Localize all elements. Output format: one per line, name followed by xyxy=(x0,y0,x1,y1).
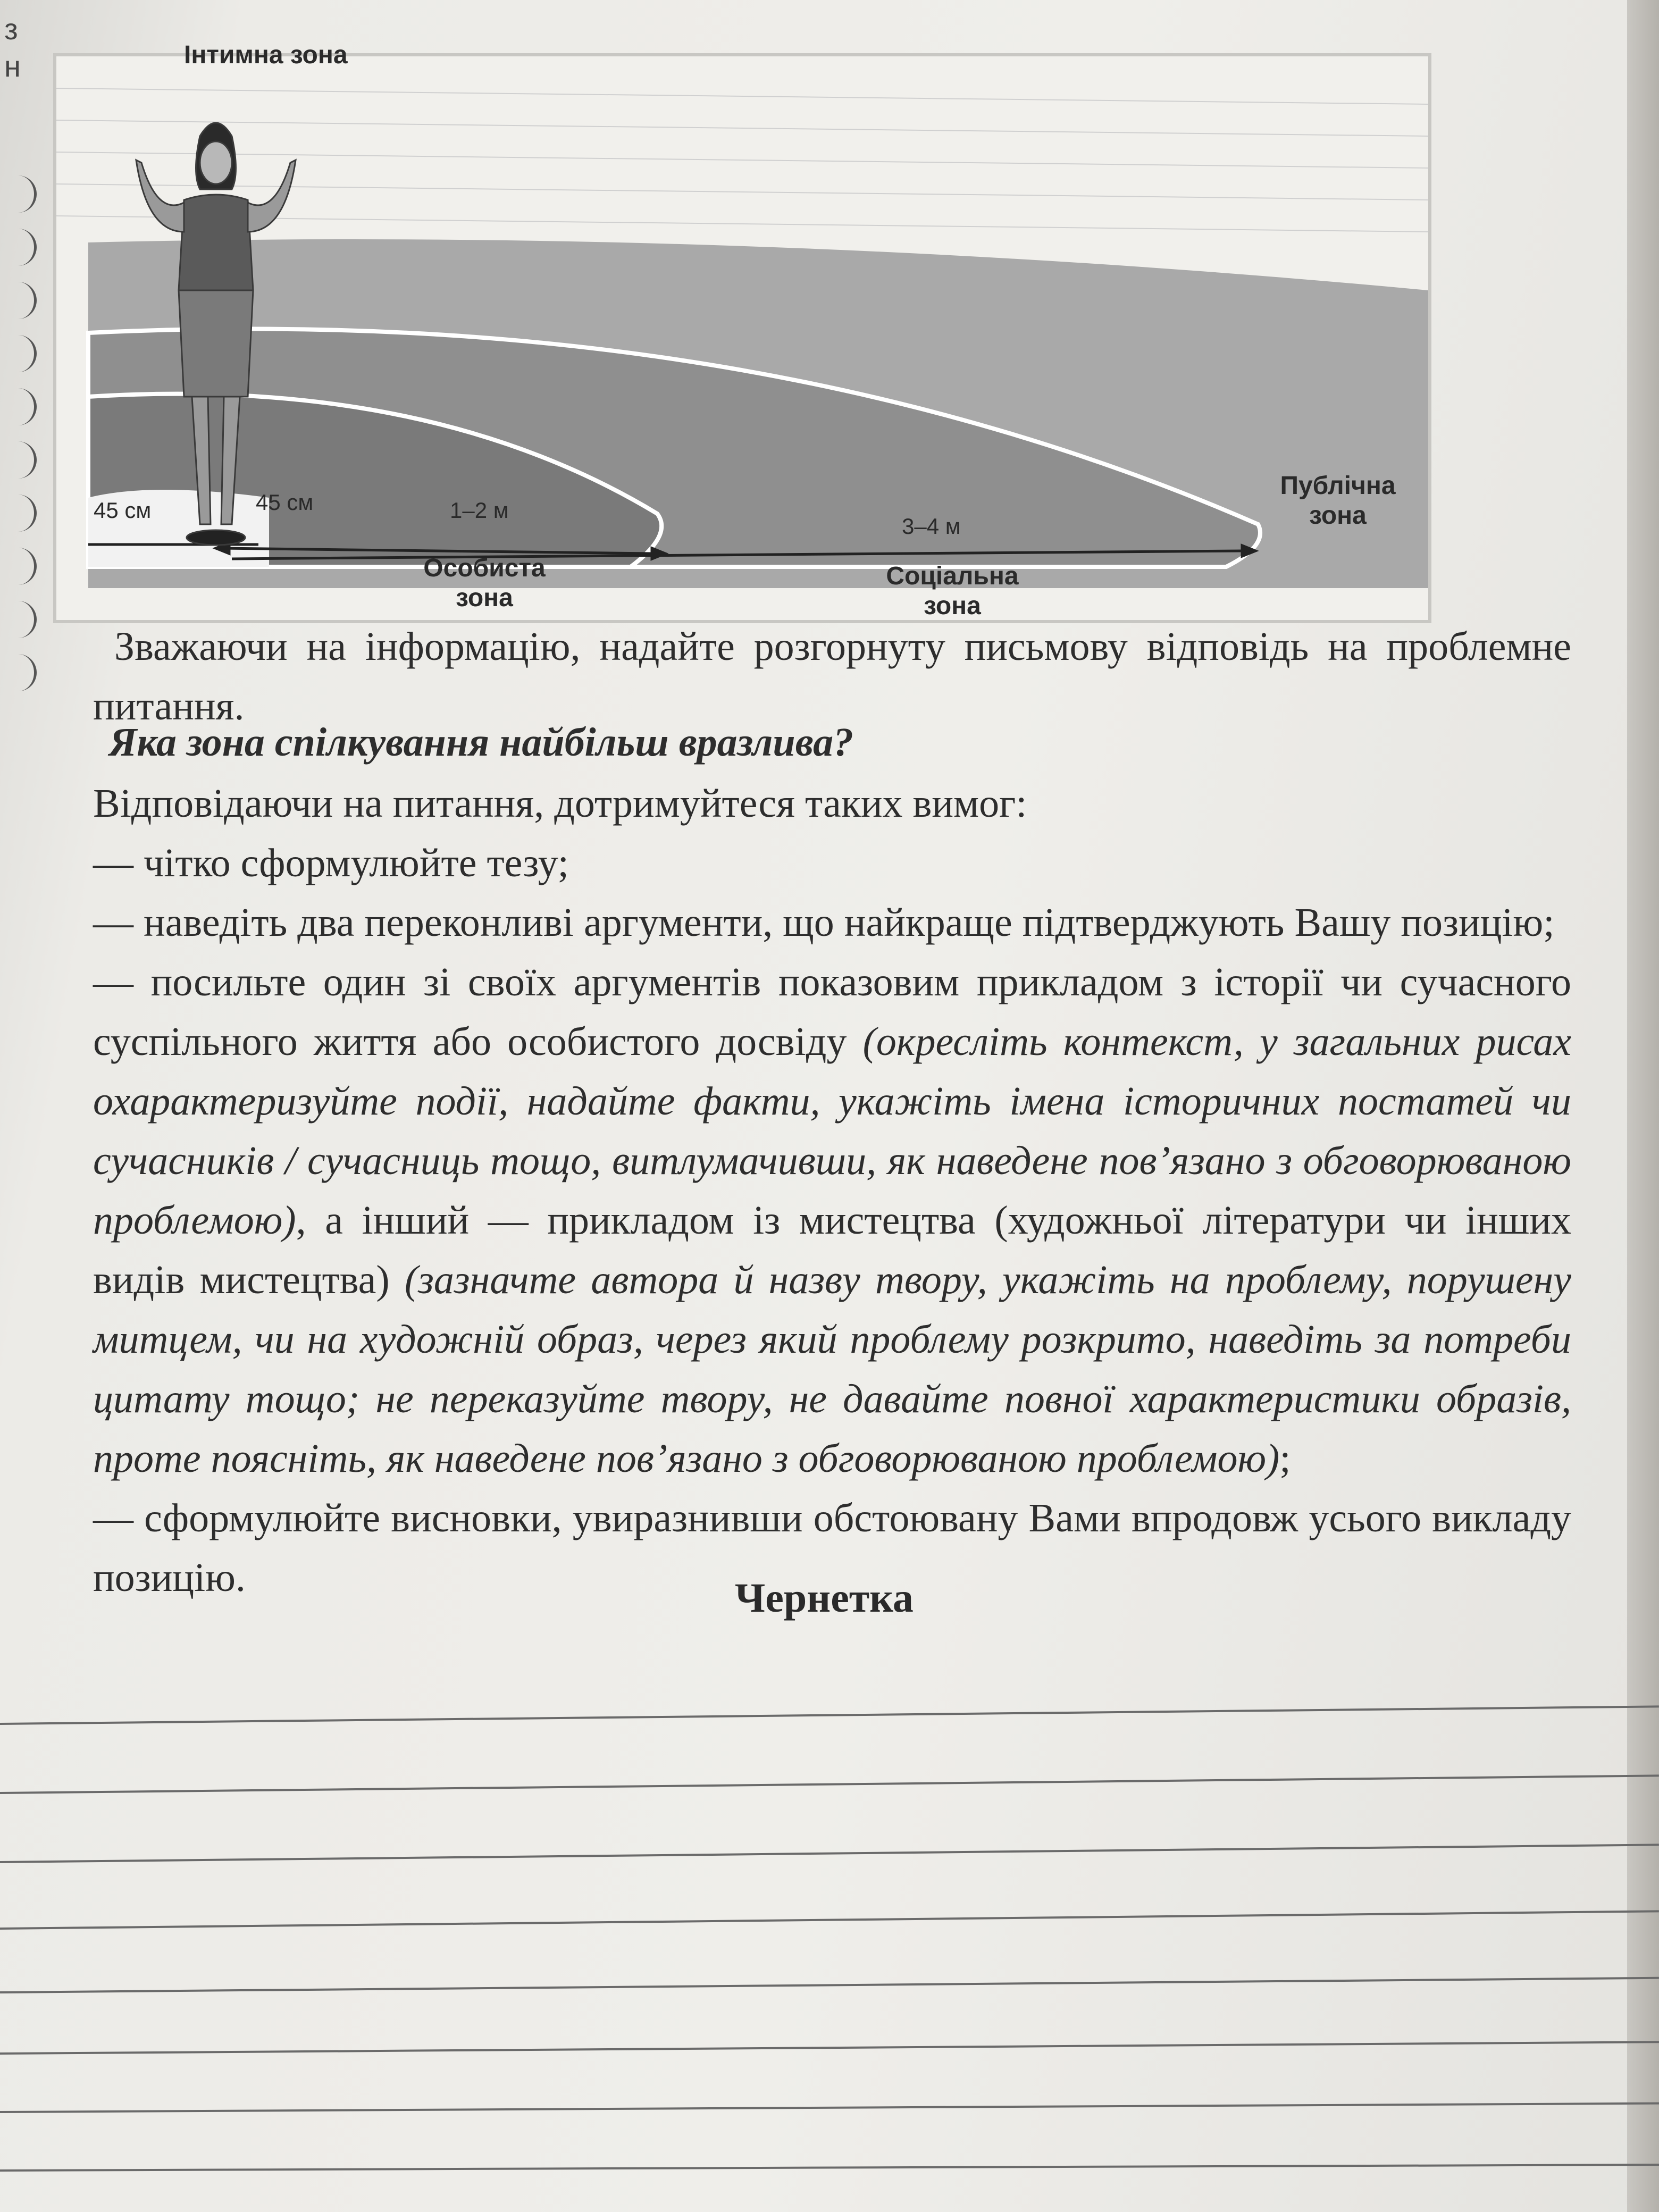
binding-ring xyxy=(10,175,37,213)
requirements-lead: Відповідаючи на питання, дотримуйтеся таких вимог: xyxy=(93,781,1027,826)
page-edge xyxy=(1627,0,1659,2212)
binding-ring xyxy=(10,441,37,479)
writing-line[interactable] xyxy=(0,1774,1659,1794)
intimate-zone-label: Інтимна зона xyxy=(184,41,348,69)
binding-ring xyxy=(10,335,37,372)
distance-45cm-right: 45 см xyxy=(256,490,314,515)
personal-zone-label: Особиста зона xyxy=(423,554,546,612)
requirement-examples-text: , а інший — прикладом із мистецтва (художньої літератури чи інших видів мистецтва) xyxy=(93,1198,1571,1302)
binding-ring xyxy=(10,601,37,638)
binding-ring xyxy=(10,229,37,266)
distance-personal: 1–2 м xyxy=(450,498,509,523)
requirement-thesis: — чітко сформулюйте тезу; xyxy=(93,841,569,885)
writing-line[interactable] xyxy=(0,2041,1659,2055)
requirement-examples-text: — посильте один зі своїх аргументів показовим прикладом з історії чи сучасного суспільного життя або особистого досвіду xyxy=(93,960,1571,1064)
writing-line[interactable] xyxy=(0,1844,1659,1863)
requirements-list xyxy=(93,774,1571,1607)
requirement-arguments: — наведіть два переконливі аргументи, що найкраще підтверджують Вашу позицію; xyxy=(93,900,1555,945)
binding-ring xyxy=(10,282,37,319)
requirement-examples-end: ; xyxy=(1279,1436,1291,1481)
spiral-binding xyxy=(0,0,48,744)
binding-ring xyxy=(10,654,37,691)
writing-line[interactable] xyxy=(0,1705,1659,1725)
communication-zones-diagram xyxy=(53,41,1431,623)
zones-illustration xyxy=(56,56,1428,620)
binding-ring xyxy=(10,548,37,585)
draft-title: Чернетка xyxy=(735,1574,914,1621)
requirement-examples xyxy=(93,952,1571,1488)
binding-ring xyxy=(10,495,37,532)
intro-paragraph: Зважаючи на інформацію, надайте розгорнуту письмову відповідь на проблемне питання. xyxy=(93,624,1571,728)
margin-text-fragment: з н xyxy=(4,12,21,83)
writing-line[interactable] xyxy=(0,2102,1659,2113)
distance-45cm-left: 45 см xyxy=(94,498,152,523)
social-zone-label: Соціальна зона xyxy=(886,562,1019,620)
problem-question: Яка зона спілкування найбільш вразлива? xyxy=(109,720,854,765)
requirement-examples-note: (окресліть контекст, у загальних рисах охарактеризуйте події, надайте факти, укажіть імена історичних постатей чи сучасників / сучасниць тощо, витлумачивши, як наведене пов’язано з обговорюваною проблемою) xyxy=(93,1019,1571,1243)
writing-line[interactable] xyxy=(0,1910,1659,1930)
distance-social: 3–4 м xyxy=(902,514,961,539)
public-zone-label: Публічна зона xyxy=(1280,472,1396,530)
requirement-examples-note: (зазначте автора й назву твору, укажіть на проблему, порушену митцем, чи на художній образ, через який проблему розкрито, наведіть за потреби цитату тощо; не переказуйте твору, не давайте повної характеристики образів, проте поясніть, як наведене пов’язано з обговорюваною проблемою) xyxy=(93,1258,1571,1481)
writing-line[interactable] xyxy=(0,1977,1659,1993)
binding-ring xyxy=(10,388,37,425)
requirement-conclusion: — сформулюйте висновки, увиразнивши обстоювану Вами впродовж усього викладу позицію. xyxy=(93,1496,1571,1600)
writing-line[interactable] xyxy=(0,2164,1659,2172)
